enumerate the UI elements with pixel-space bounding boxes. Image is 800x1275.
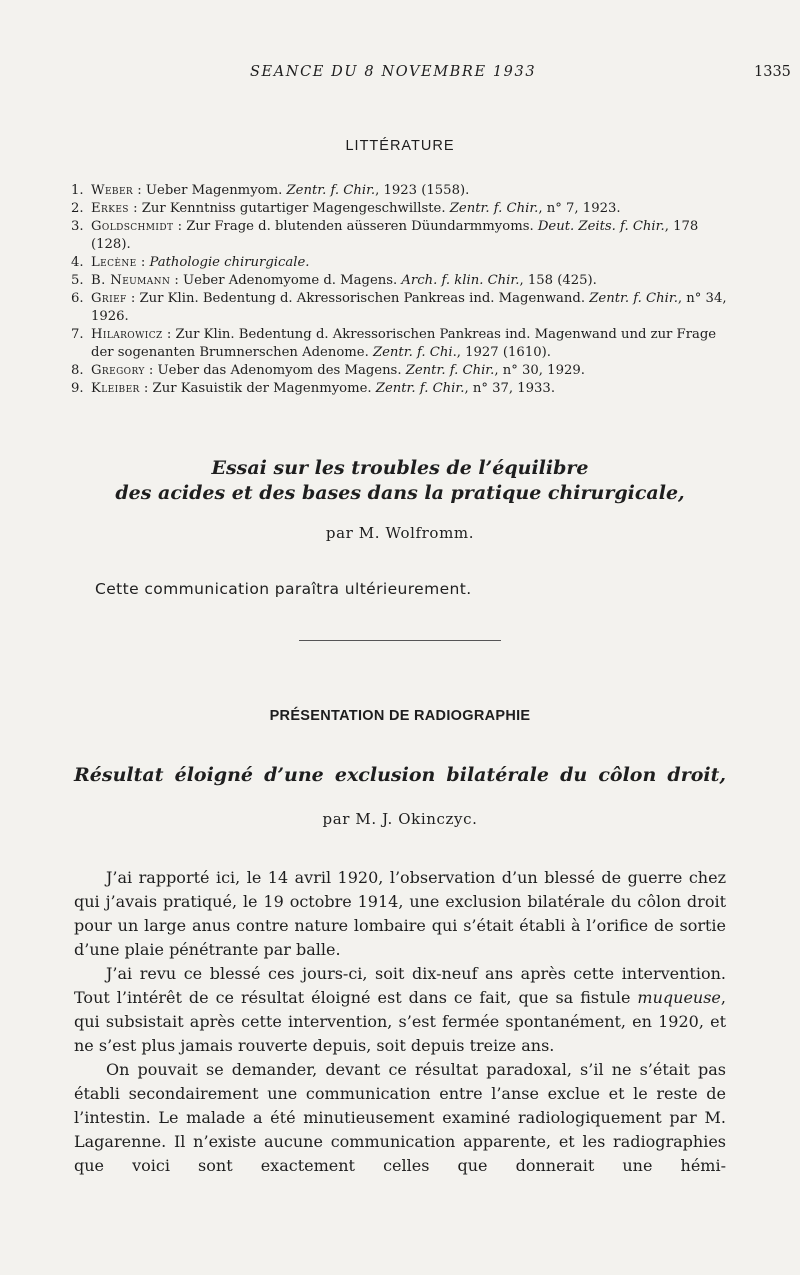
reference-number: 5. [71,273,84,288]
reference-number: 7. [71,327,84,342]
reference-number: 9. [71,381,84,396]
reference-details: , n° 7, 1923. [538,201,621,216]
reference-author: B. Neumann [91,273,171,288]
reference-journal: Zentr. f. Chir. [405,363,495,378]
reference-details: , n° 30, 1929. [494,363,585,378]
reference-journal: Zentr. f. Chir. [286,183,376,198]
body-paragraph: On pouvait se demander, devant ce résultat paradoxal, s’il ne s’était pas établi secondairement une communication entre l’anse exclue et le reste de l’intestin. Le malade a été minutieusement examiné radiologiquement par M. Lagarenne. Il n’existe aucune communication apparente, et les radiographies que voici sont exactement celles que donnerait une hémi- [74,1060,726,1175]
section-heading: PRÉSENTATION DE RADIOGRAPHIE [269,708,531,724]
reference-item [71,272,736,290]
reference-author: Hilarowicz [91,327,163,342]
reference-author: Grief [91,291,127,306]
body-paragraph [74,962,726,1058]
reference-journal: Zentr. f. Chi [372,345,453,360]
essay-title [0,456,800,506]
reference-item [71,218,736,254]
article-body [74,866,726,1178]
article-title: Résultat éloigné d’une exclusion bilatérale du côlon droit, [74,764,726,786]
reference-item [71,200,736,218]
reference-title: : Zur Kasuistik der Magenmyome. [139,381,376,396]
reference-item [71,380,736,398]
reference-title: : Zur Klin. Bedentung d. Akressorischen Pankreas ind. Magenwand und zur Frage der sogenanten Brumnerschen Adenome. [91,327,717,360]
reference-number: 1. [71,183,84,198]
essay-author: par M. Wolfromm. [325,524,475,542]
reference-number: 4. [71,255,84,270]
reference-title: : [136,255,150,270]
reference-number: 6. [71,291,84,306]
reference-journal: Zentr. f. Chir. [449,201,539,216]
reference-title: : Ueber Magenmyom. [133,183,287,198]
reference-details: , 1923 (1558). [375,183,470,198]
reference-author: Weber [91,183,134,198]
reference-author: Gregory [91,363,145,378]
reference-author: Erkes [91,201,129,216]
reference-journal: Pathologie chirurgicale. [149,255,310,270]
reference-title: : Ueber das Adenomyom des Magens. [144,363,406,378]
body-emphasis: muqueuse [637,988,721,1007]
reference-details: ., 1927 (1610). [452,345,551,360]
reference-number: 2. [71,201,84,216]
reference-journal: Zentr. f. Chir. [589,291,678,306]
article-author: par M. J. Okinczyc. [322,810,478,828]
page-number: 1335 [754,64,791,80]
reference-title: : Zur Kenntniss gutartiger Magengeschwillste. [128,201,450,216]
reference-author: Lecène [91,255,137,270]
section-divider [299,640,501,641]
running-header [0,64,800,88]
publication-note: Cette communication paraîtra ultérieurement. [95,580,472,598]
reference-item [71,290,736,326]
reference-details: , 178 (128). [91,219,699,252]
reference-item [71,182,736,200]
essay-title-line-1: Essai sur les troubles de l’équilibre [211,457,589,479]
reference-number: 8. [71,363,84,378]
reference-author: Kleiber [91,381,140,396]
essay-title-line-2: des acides et des bases dans la pratique chirurgicale, [115,482,685,504]
body-text: , qui subsistait après cette intervention, s’est fermée spontanément, en 1920, et ne s’est plus jamais rouverte depuis, soit depuis treize ans. [74,988,726,1055]
reference-author: Goldschmidt [91,219,174,234]
reference-item [71,254,736,272]
reference-list [71,182,736,398]
reference-title: : Ueber Adenomyome d. Magens. [170,273,402,288]
reference-item [71,326,736,362]
reference-details: , n° 34, 1926. [91,291,727,324]
reference-details: , n° 37, 1933. [464,381,556,396]
reference-journal: Arch. f. klin. Chir. [401,273,520,288]
reference-number: 3. [71,219,84,234]
reference-title: : Zur Klin. Bedentung d. Akressorischen Pankreas ind. Magenwand. [126,291,590,306]
body-text: J’ai revu ce blessé ces jours-ci, soit dix-neuf ans après cette intervention. Tout l’intérêt de ce résultat éloigné est dans ce fait, que sa fistule [74,964,726,1007]
reference-item [71,362,736,380]
header-title: SEANCE DU 8 NOVEMBRE 1933 [250,64,537,80]
reference-details: , 158 (425). [519,273,597,288]
reference-title: : Zur Frage d. blutenden aüsseren Düundarmmyoms. [173,219,538,234]
body-paragraph: J’ai rapporté ici, le 14 avril 1920, l’observation d’un blessé de guerre chez qui j’avais pratiqué, le 19 octobre 1914, une exclusion bilatérale du côlon droit pour un large anus contre nature lombaire qui s’était établi à l’orifice de sortie d’une plaie pénétrante par balle. [74,868,726,959]
reference-journal: Zentr. f. Chir. [375,381,465,396]
literature-heading: LITTÉRATURE [345,138,455,154]
reference-journal: Deut. Zeits. f. Chir. [537,219,665,234]
